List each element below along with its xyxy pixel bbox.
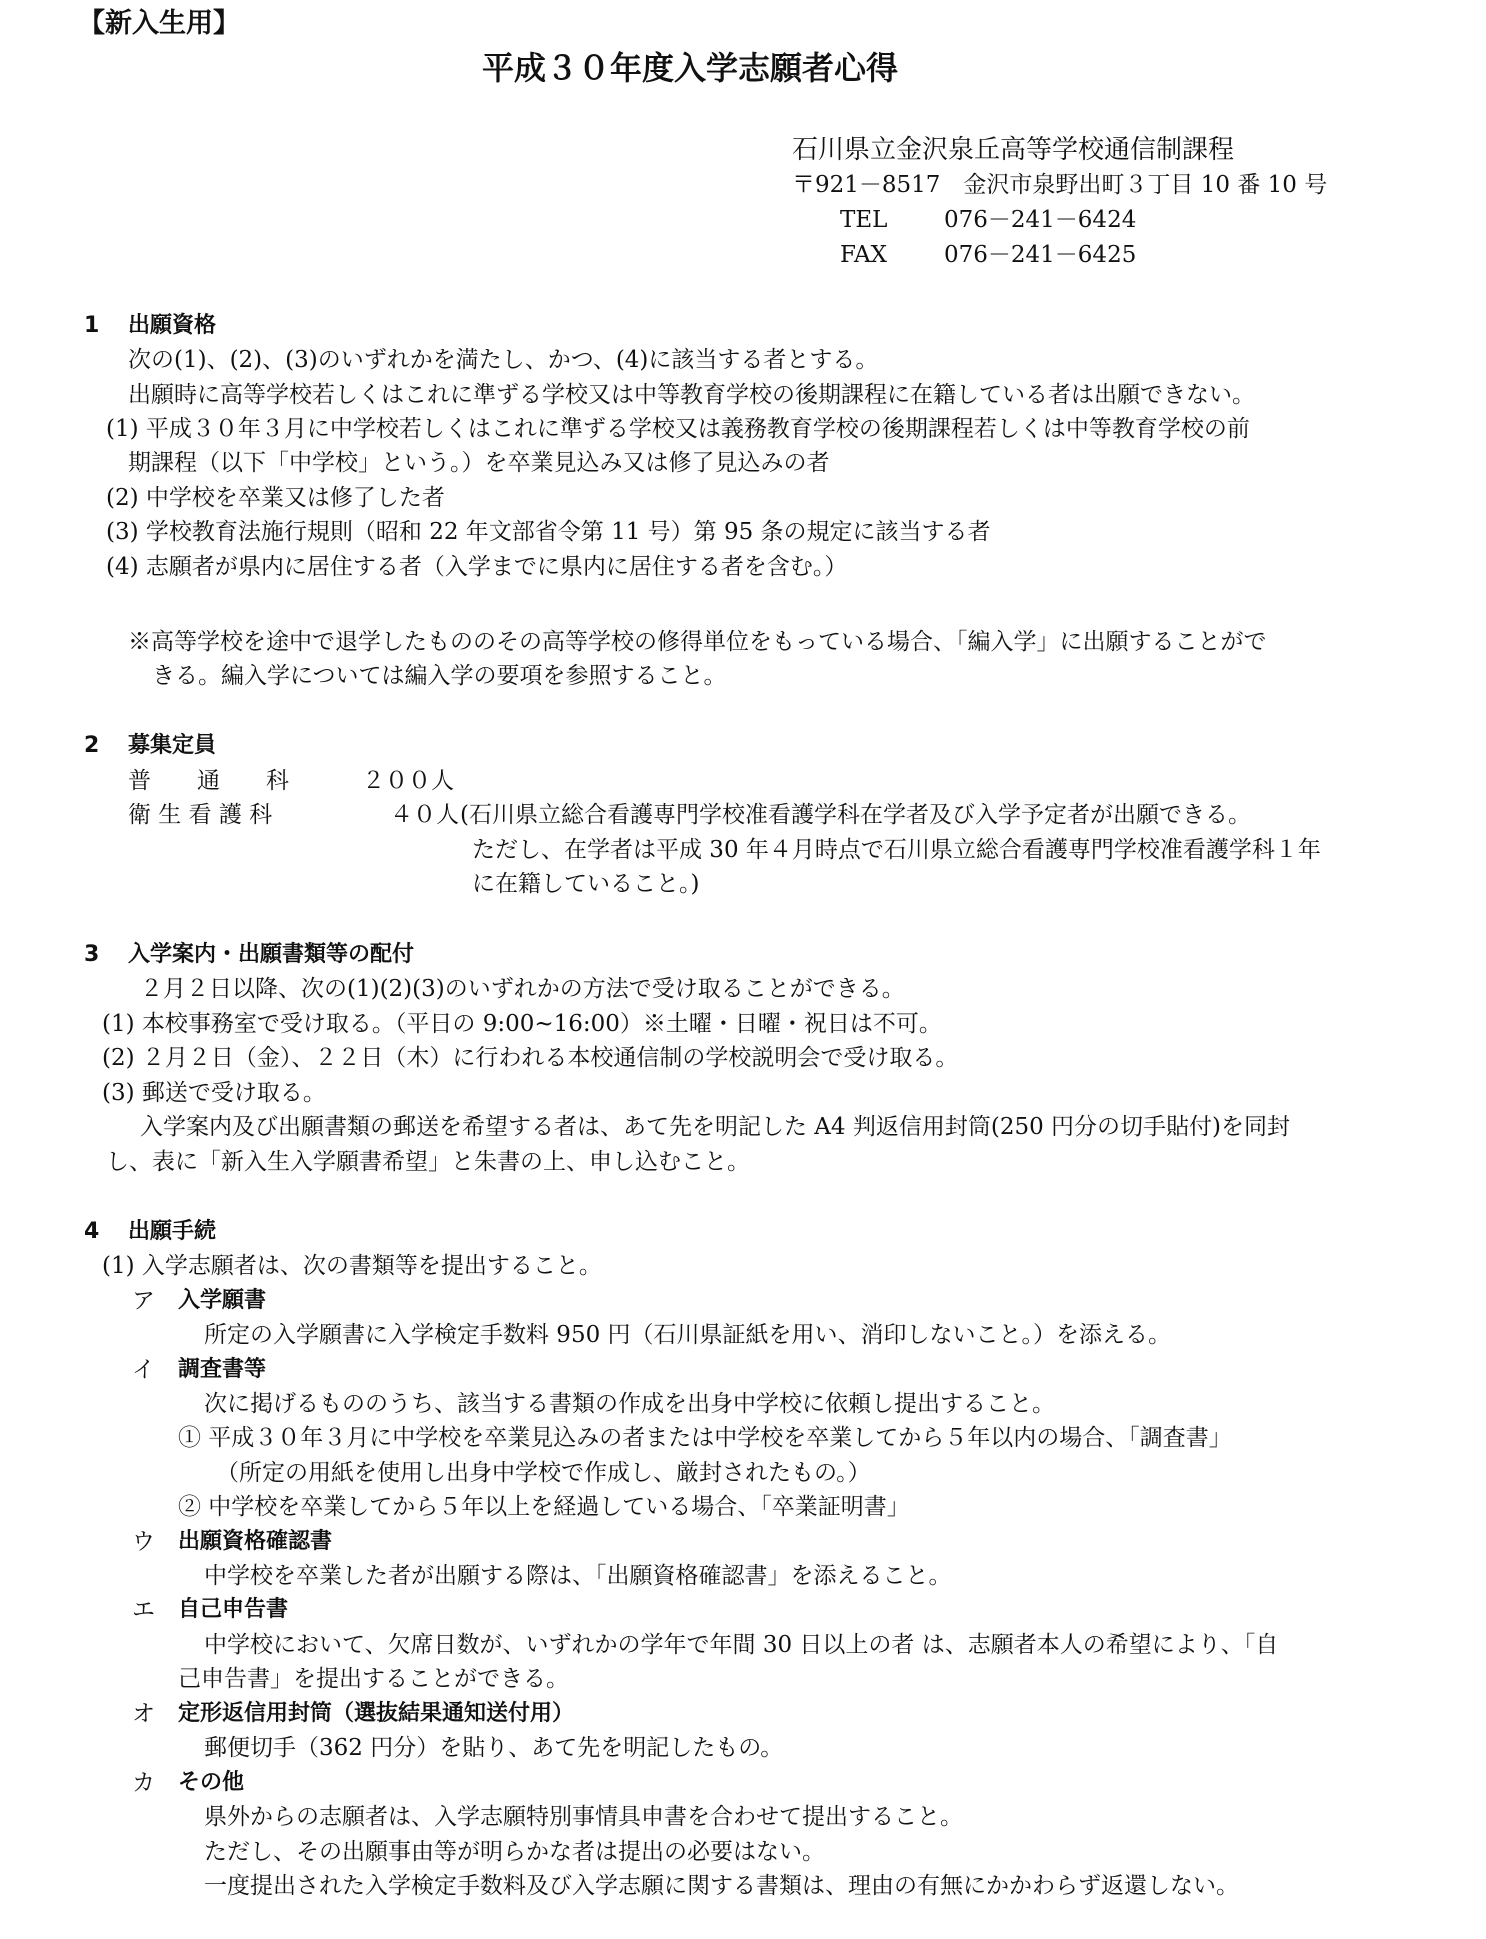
s1-item-4: (4) 志願者が県内に居住する者（入学までに県内に居住する者を含む。） [106,554,848,580]
fax-number: 076－241－6425 [944,242,1137,268]
section-2-number: 2 [84,733,100,758]
section-1-title: 出願資格 [128,313,217,338]
s4-d-text-1: 中学校において、欠席日数が、いずれかの学年で年間 30 日以上の者 は、志願者本人の希望により、「自 [204,1632,1279,1658]
s1-item-3: (3) 学校教育法施行規則（昭和 22 年文部省令第 11 号）第 95 条の規定に該当する者 [106,519,991,545]
s4-f-text-1: 県外からの志願者は、入学志願特別事情具申書を合わせて提出すること。 [204,1804,963,1830]
section-4-number: 4 [84,1219,100,1244]
s4-a-label: ア [132,1288,155,1314]
s4-f-title: その他 [178,1770,245,1795]
s1-intro-1: 次の(1)、(2)、(3)のいずれかを満たし、かつ、(4)に該当する者とする。 [128,347,879,373]
s4-c-title: 出願資格確認書 [178,1529,333,1554]
s1-item-2: (2) 中学校を卒業又は修了した者 [106,485,445,511]
section-3-title: 入学案内・出願書類等の配付 [128,942,415,967]
s3-item-3: (3) 郵送で受け取る。 [102,1080,326,1106]
tel-label: TEL [840,207,888,233]
s4-a-title: 入学願書 [178,1288,267,1313]
tel-number: 076－241－6424 [944,207,1137,233]
s4-e-label: オ [132,1701,155,1727]
s4-item-1: (1) 入学志願者は、次の書類等を提出すること。 [102,1253,602,1279]
s4-d-text-2: 己申告書」を提出することができる。 [178,1666,569,1692]
section-1-number: 1 [84,313,100,338]
s4-f-label: カ [132,1770,155,1796]
course-nursing-capacity: ４０人 [390,802,459,828]
s3-mail-2: し、表に「新入生入学願書希望」と朱書の上、申し込むこと。 [106,1149,750,1175]
s1-item-1a: (1) 平成３０年３月に中学校若しくはこれに準ずる学校又は義務教育学校の後期課程若しくは中等教育学校の前 [106,416,1250,442]
fax-label: FAX [840,242,887,268]
s4-b-label: イ [132,1357,155,1383]
s4-f-text-2: ただし、その出願事由等が明らかな者は提出の必要はない。 [204,1839,825,1865]
s4-b-item-1a: ① 平成３０年３月に中学校を卒業見込みの者または中学校を卒業してから５年以内の場合、「調査書」 [178,1425,1232,1451]
school-address: 〒921－8517 金沢市泉野出町３丁目 10 番 10 号 [792,172,1328,198]
section-4-title: 出願手続 [128,1219,217,1244]
s4-e-text: 郵便切手（362 円分）を貼り、あて先を明記したもの。 [204,1735,784,1761]
s1-intro-2: 出願時に高等学校若しくはこれに準ずる学校又は中等教育学校の後期課程に在籍している者は出願できない。 [128,382,1255,408]
s4-d-title: 自己申告書 [178,1597,289,1622]
s4-c-text: 中学校を卒業した者が出願する際は、「出願資格確認書」を添えること。 [204,1563,952,1589]
s3-mail-1: 入学案内及び出願書類の郵送を希望する者は、あて先を明記した A4 判返信用封筒(250 円分の切手貼付)を同封 [140,1114,1291,1140]
course-general-name: 普 通 科 [128,768,289,794]
section-2-title: 募集定員 [128,733,217,758]
s1-note-2: きる。編入学については編入学の要項を参照すること。 [152,663,727,689]
s4-b-text: 次に掲げるもののうち、該当する書類の作成を出身中学校に依頼し提出すること。 [204,1391,1055,1417]
s3-intro: ２月２日以降、次の(1)(2)(3)のいずれかの方法で受け取ることができる。 [140,976,905,1002]
course-general-capacity: ２００人 [362,768,454,794]
s4-d-label: エ [132,1597,155,1623]
s4-c-label: ウ [132,1529,155,1555]
course-nursing-note-3: に在籍していること。) [472,871,700,897]
course-nursing-name: 衛 生 看 護 科 [128,802,273,828]
s3-item-1: (1) 本校事務室で受け取る。（平日の 9:00~16:00）※土曜・日曜・祝日は不可。 [102,1011,942,1037]
s1-note-1: ※高等学校を途中で退学したもののその高等学校の修得単位をもっている場合、「編入学」に出願することがで [128,629,1267,655]
document-tag: 【新入生用】 [78,8,240,39]
course-nursing-note-1: (石川県立総合看護専門学校准看護学科在学者及び入学予定者が出願できる。 [460,802,1251,828]
s4-b-title: 調査書等 [178,1357,267,1382]
s4-e-title: 定形返信用封筒（選抜結果通知送付用） [178,1701,575,1726]
section-3-number: 3 [84,942,100,967]
s1-item-1b: 期課程（以下「中学校」という。）を卒業見込み又は修了見込みの者 [128,450,830,476]
s4-a-text: 所定の入学願書に入学検定手数料 950 円（石川県証紙を用い、消印しないこと。）を添える。 [204,1322,1172,1348]
document-title: 平成３０年度入学志願者心得 [482,49,899,87]
s4-b-item-2: ② 中学校を卒業してから５年以上を経過している場合、「卒業証明書」 [178,1494,910,1520]
course-nursing-note-2: ただし、在学者は平成 30 年４月時点で石川県立総合看護専門学校准看護学科１年 [472,837,1321,863]
school-name: 石川県立金沢泉丘高等学校通信制課程 [792,135,1235,165]
s3-item-2: (2) ２月２日（金）、２２日（木）に行われる本校通信制の学校説明会で受け取る。 [102,1045,959,1071]
s4-f-text-3: 一度提出された入学検定手数料及び入学志願に関する書類は、理由の有無にかかわらず返還しない。 [204,1873,1239,1899]
s4-b-item-1b: （所定の用紙を使用し出身中学校で作成し、厳封されたもの。） [216,1460,871,1486]
